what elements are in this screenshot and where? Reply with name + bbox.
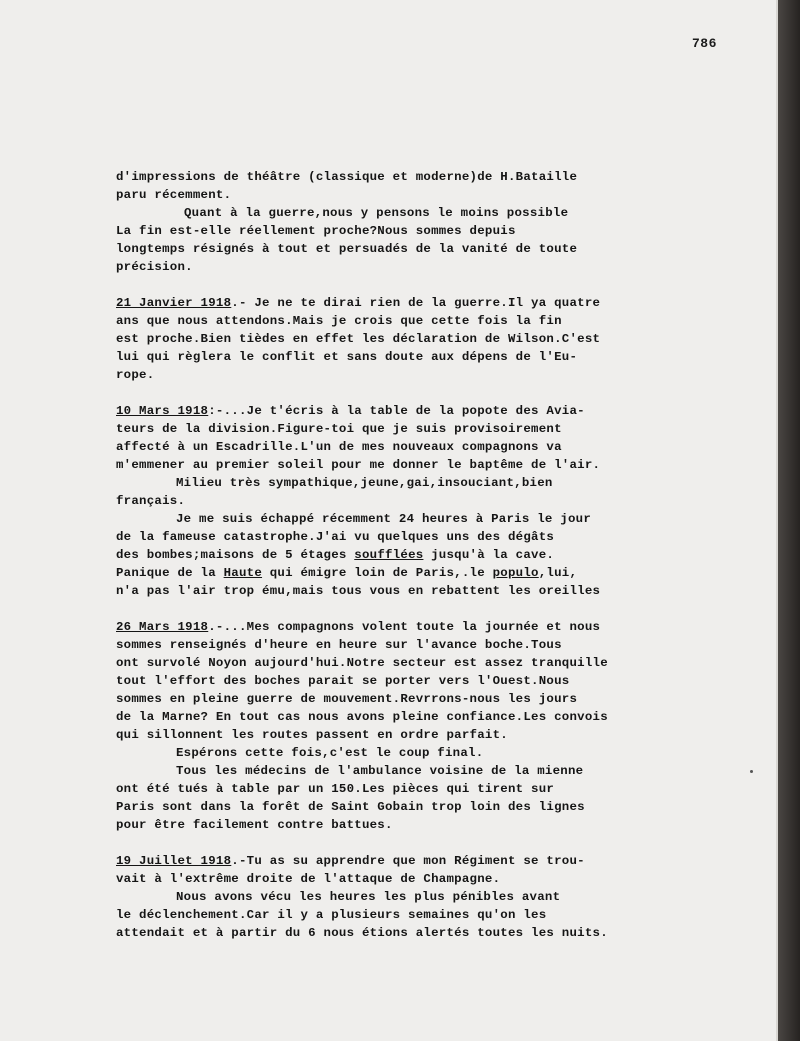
paragraph-gap <box>116 276 772 294</box>
text-line: teurs de la division.Figure-toi que je suis provisoirement <box>116 422 562 436</box>
text-line: Quant à la guerre,nous y pensons le moins possible <box>184 206 569 220</box>
entry-date: 21 Janvier 1918 <box>116 296 232 310</box>
text-span: :-...Je t'écris à la table de la popote des Avia- <box>208 404 585 418</box>
text-line: sommes en pleine guerre de mouvement.Revrrons-nous les jours <box>116 692 578 706</box>
text-line <box>116 546 772 564</box>
paragraph-gap <box>116 384 772 402</box>
text-line: paru récemment. <box>116 188 232 202</box>
text-line: m'emmener au premier soleil pour me donner le baptême de l'air. <box>116 458 601 472</box>
text-line: vait à l'extrême droite de l'attaque de Champagne. <box>116 872 501 886</box>
text-line: sommes renseignés d'heure en heure sur l'avance boche.Tous <box>116 638 562 652</box>
text-line: Je me suis échappé récemment 24 heures à Paris le jour <box>176 512 592 526</box>
text-line: n'a pas l'air trop ému,mais tous vous en rebattent les oreilles <box>116 584 601 598</box>
text-line: ont été tués à table par un 150.Les pièces qui tirent sur <box>116 782 555 796</box>
text-line: Paris sont dans la forêt de Saint Gobain trop loin des lignes <box>116 800 585 814</box>
text-line: affecté à un Escadrille.L'un de mes nouveaux compagnons va <box>116 440 562 454</box>
letter-body <box>116 168 772 942</box>
text-line: est proche.Bien tièdes en effet les déclaration de Wilson.C'est <box>116 332 601 346</box>
text-line: rope. <box>116 368 155 382</box>
text-line: de la fameuse catastrophe.J'ai vu quelques uns des dégâts <box>116 530 555 544</box>
text-line: de la Marne? En tout cas nous avons pleine confiance.Les convois <box>116 710 608 724</box>
ink-speck <box>750 770 753 773</box>
entry-date: 10 Mars 1918 <box>116 404 209 418</box>
text-line: ans que nous attendons.Mais je crois que cette fois la fin <box>116 314 562 328</box>
entry-first-line <box>116 402 772 420</box>
text-line: Tous les médecins de l'ambulance voisine de la mienne <box>176 764 584 778</box>
text-line <box>116 564 772 582</box>
entry-date: 26 Mars 1918 <box>116 620 209 634</box>
underlined-word: Haute <box>223 566 263 580</box>
text-span: Panique de la <box>116 566 224 580</box>
text-line: qui sillonnent les routes passent en ordre parfait. <box>116 728 508 742</box>
text-span: .- Je ne te dirai rien de la guerre.Il ya quatre <box>231 296 601 310</box>
paragraph-gap <box>116 600 772 618</box>
paragraph-gap <box>116 834 772 852</box>
text-line: Nous avons vécu les heures les plus pénibles avant <box>176 890 561 904</box>
text-span: des bombes;maisons de 5 étages <box>116 548 355 562</box>
text-span: jusqu'à la cave. <box>423 548 555 562</box>
underlined-word: populo <box>492 566 539 580</box>
text-line: La fin est-elle réellement proche?Nous sommes depuis <box>116 224 516 238</box>
scan-edge <box>778 0 800 1041</box>
text-line: ont survolé Noyon aujourd'hui.Notre secteur est assez tranquille <box>116 656 608 670</box>
text-line: lui qui règlera le conflit et sans doute aux dépens de l'Eu- <box>116 350 578 364</box>
text-line: français. <box>116 494 186 508</box>
entry-first-line <box>116 294 772 312</box>
page-number: 786 <box>692 36 717 51</box>
entry-date: 19 Juillet 1918 <box>116 854 232 868</box>
text-line: attendait et à partir du 6 nous étions alertés toutes les nuits. <box>116 926 608 940</box>
text-line: pour être facilement contre battues. <box>116 818 393 832</box>
text-line: d'impressions de théâtre (classique et moderne)de H.Bataille <box>116 170 578 184</box>
text-line: le déclenchement.Car il y a plusieurs semaines qu'on les <box>116 908 547 922</box>
text-line: Espérons cette fois,c'est le coup final. <box>176 746 484 760</box>
text-span: .-Tu as su apprendre que mon Régiment se trou- <box>231 854 585 868</box>
text-span: ,lui, <box>538 566 578 580</box>
text-line: longtemps résignés à tout et persuadés de la vanité de toute <box>116 242 578 256</box>
entry-first-line <box>116 852 772 870</box>
text-line: Milieu très sympathique,jeune,gai,insouciant,bien <box>176 476 553 490</box>
entry-first-line <box>116 618 772 636</box>
text-line: précision. <box>116 260 193 274</box>
text-span: qui émigre loin de Paris,.le <box>262 566 493 580</box>
text-line: tout l'effort des boches parait se porter vers l'Ouest.Nous <box>116 674 570 688</box>
underlined-word: soufflées <box>354 548 424 562</box>
text-span: .-...Mes compagnons volent toute la journée et nous <box>208 620 601 634</box>
